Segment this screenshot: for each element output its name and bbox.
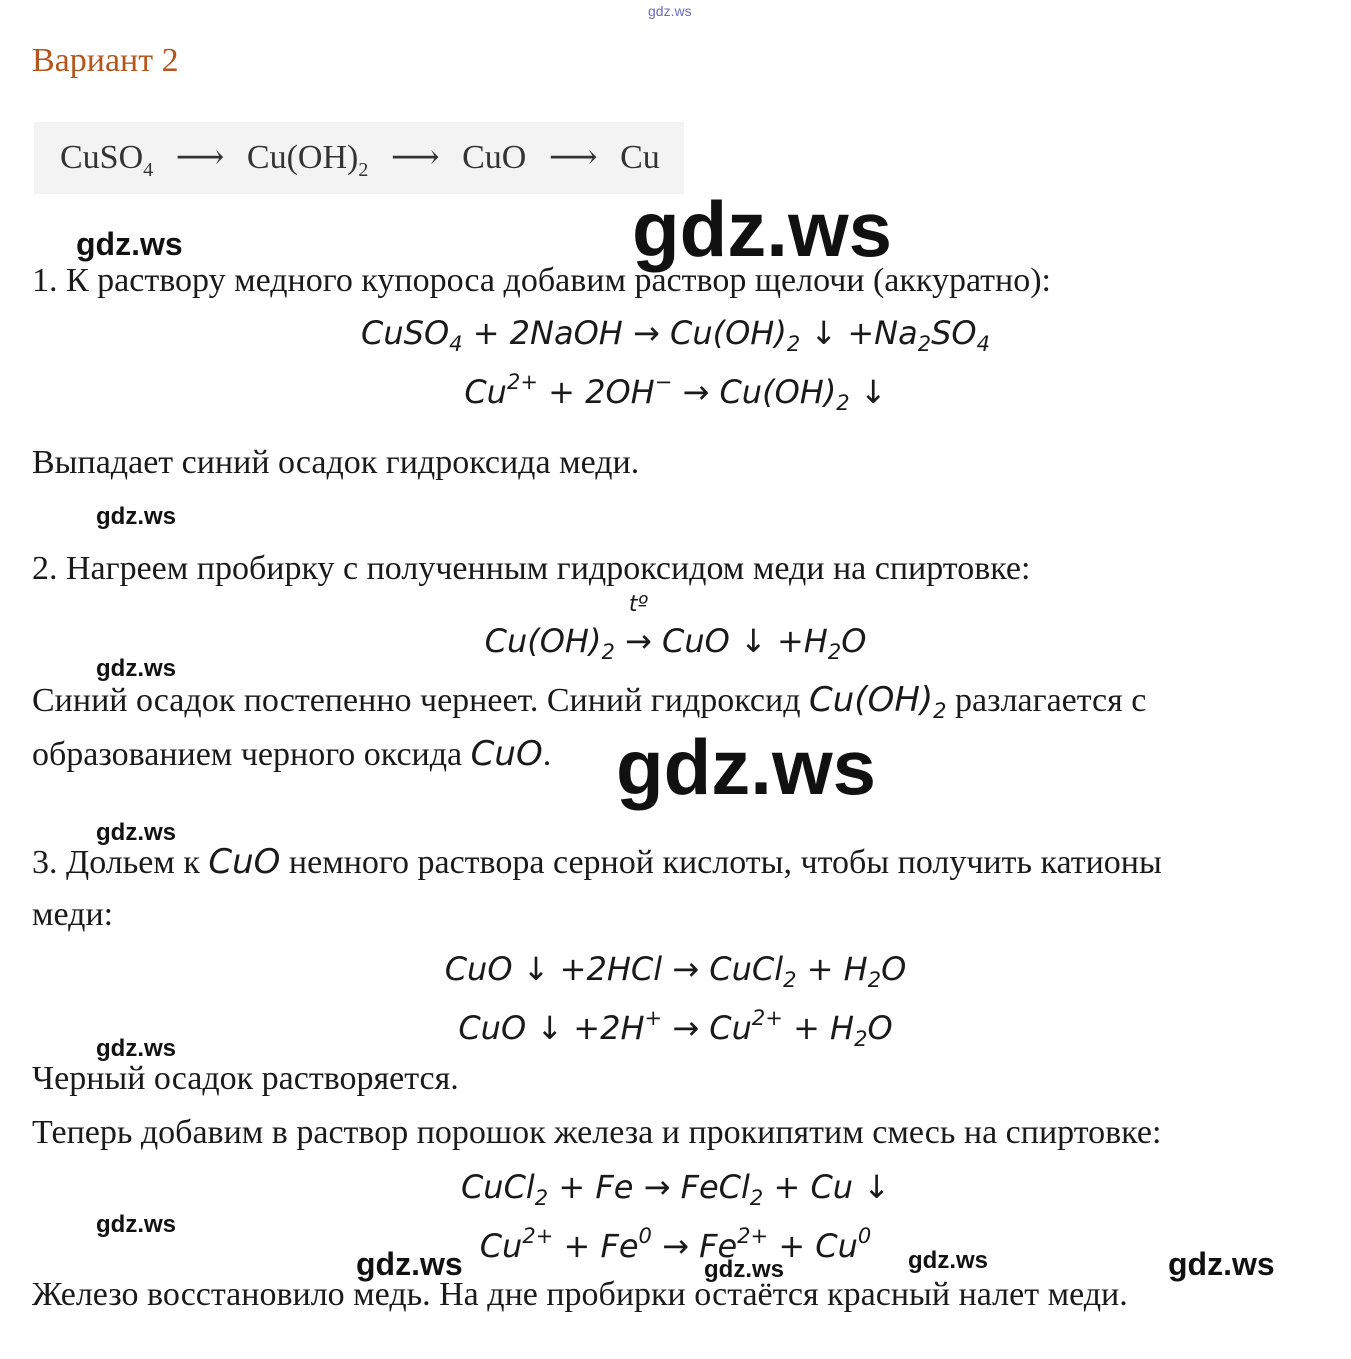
- watermark-small: gdz.ws: [96, 655, 177, 682]
- scheme-arrow: ⟶: [548, 139, 598, 176]
- page-title: Вариант 2: [32, 42, 179, 79]
- step3-text-line1: 3. Дольем к CuO немного раствора серной кислоты, чтобы получить катионы: [32, 842, 1162, 882]
- watermark-big: gdz.ws: [616, 723, 877, 811]
- equation-2: $Cu^{2+} + 2OH^- \to Cu(OH)_2$ ↓: [464, 370, 887, 415]
- watermark-small: gdz.ws: [704, 1256, 785, 1283]
- step4-text: Теперь добавим в раствор порошок железа и прокипятим смесь на спиртовке:: [32, 1114, 1162, 1151]
- watermark-small: gdz.ws: [96, 503, 177, 530]
- equation-5: CuO ↓ $+2H^+ \to Cu^{2+} + H_2O$: [458, 1006, 893, 1051]
- watermark-medium: gdz.ws: [356, 1246, 463, 1282]
- final-result: Железо восстановило медь. На дне пробирки остаётся красный налет меди.: [32, 1276, 1128, 1313]
- watermark-big: gdz.ws: [632, 185, 893, 273]
- step1-text: 1. К раствору медного купороса добавим раствор щелочи (аккуратно):: [32, 262, 1051, 299]
- scheme-cuoh2: $Cu(OH)_2$: [246, 139, 369, 181]
- watermark-small: gdz.ws: [96, 819, 177, 846]
- equation-3: $Cu(OH)_2$ tº → CuO ↓ $+H_2O$: [484, 592, 867, 664]
- equation-1: CuSO$_4$ + 2NaOH → $Cu(OH)_2$ ↓ $+Na_2SO_4$: [361, 314, 990, 356]
- step2-result-line1: Синий осадок постепенно чернеет. Синий гидроксид $Cu(OH)_2$ разлагается с: [32, 680, 1147, 723]
- watermark-small: gdz.ws: [96, 1035, 177, 1062]
- watermark-medium: gdz.ws: [1168, 1246, 1275, 1282]
- watermark-small: gdz.ws: [908, 1247, 989, 1274]
- equation-7: $Cu^{2+} + Fe^0 \to Fe^{2+} + Cu^0$: [479, 1224, 872, 1265]
- reaction-scheme: [34, 122, 684, 194]
- step2-result-line2: образованием черного оксида CuO.: [32, 734, 552, 774]
- watermark-top: gdz.ws: [648, 3, 692, 19]
- watermark-medium: gdz.ws: [76, 226, 183, 262]
- step2-text: 2. Нагреем пробирку с полученным гидроксидом меди на спиртовке:: [32, 550, 1031, 587]
- scheme-cuso4: CuSO$_4$: [60, 139, 154, 181]
- step1-result: Выпадает синий осадок гидроксида меди.: [32, 444, 640, 481]
- equation-6: CuCl$_2$ + Fe → FeCl$_2$ + Cu ↓: [460, 1168, 891, 1210]
- scheme-cuo: CuO: [462, 139, 527, 176]
- scheme-cu: Cu: [620, 139, 660, 176]
- watermark-small: gdz.ws: [96, 1211, 177, 1238]
- scheme-arrow: ⟶: [175, 139, 225, 176]
- scheme-arrow: ⟶: [390, 139, 440, 176]
- step3-result: Черный осадок растворяется.: [32, 1060, 459, 1097]
- step3-text-line2: меди:: [32, 896, 114, 933]
- equation-4: CuO ↓ +2HCl → CuCl$_2$ + $H_2O$: [444, 950, 907, 992]
